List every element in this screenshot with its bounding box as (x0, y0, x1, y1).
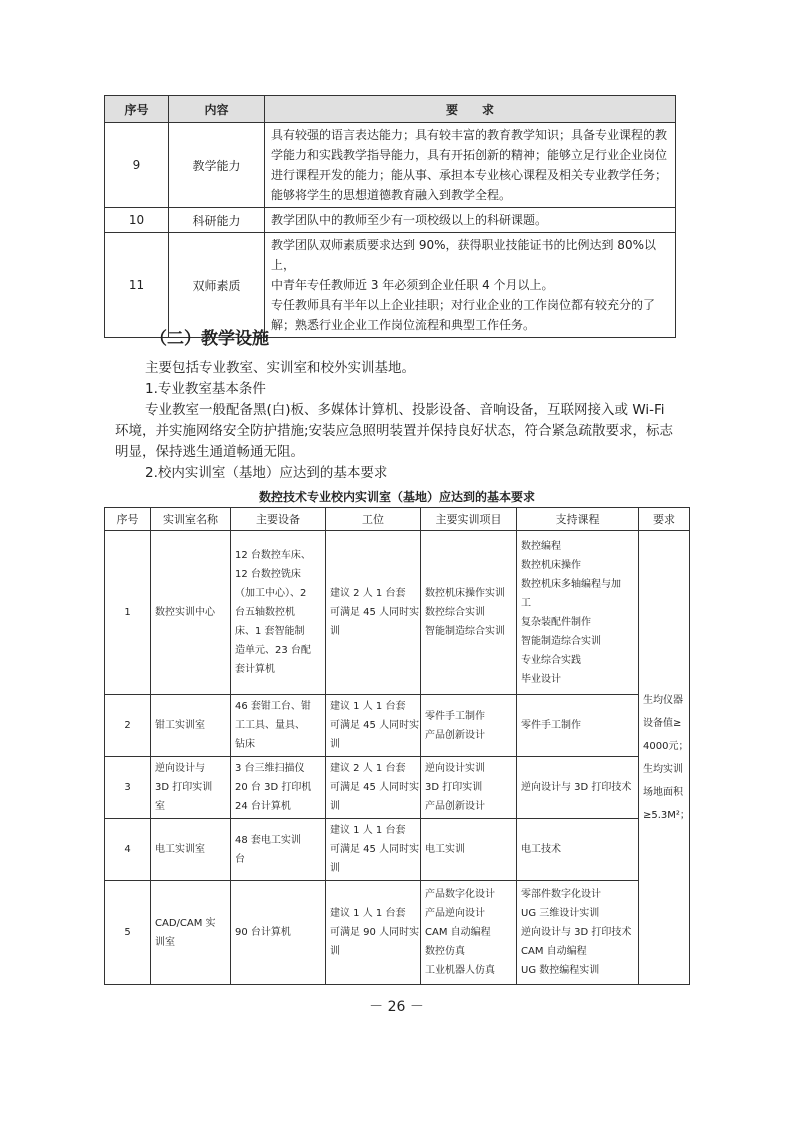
room-name (151, 531, 231, 695)
table-header-row (105, 96, 676, 123)
station-line: 建议 1 人 1 台套 (330, 908, 406, 919)
project-line: 逆向设计实训 (425, 763, 485, 774)
requirement-line: 生均仪器 (643, 694, 683, 706)
requirement-line: 具有较强的语言表达能力；具有较丰富的教育教学知识；具备专业课程的教 (271, 128, 668, 142)
requirement-line: ≥5.3M²； (643, 809, 690, 821)
table-row (105, 208, 676, 233)
row-item: 科研能力 (169, 208, 265, 233)
equipment (231, 819, 326, 881)
station-line: 可满足 45 人同时实 (330, 720, 420, 731)
requirement-line: 中青年专任教师近 3 年必须到企业任职 4 个月以上。 (271, 278, 554, 292)
project-line: 数控综合实训 (425, 607, 485, 618)
station-line: 建议 2 人 1 台套 (330, 588, 406, 599)
requirement-line: 进行课程开发的能力；能从事、承担本专业核心课程及相关专业教学任务； (271, 168, 668, 182)
project-line: CAM 自动编程 (425, 927, 491, 938)
course-line: 零件手工制作 (521, 720, 581, 731)
station (326, 881, 421, 985)
course-line: 数控机床多轴编程与加 (521, 578, 621, 590)
requirement-line: 生均实训 (643, 763, 683, 775)
course-line: 复杂装配件制作 (521, 616, 591, 628)
row-requirement (265, 208, 676, 233)
training-room-table (104, 507, 690, 985)
equipment-line: 48 套电工实训 (235, 834, 301, 846)
project-line: 产品创新设计 (425, 729, 485, 741)
equipment-line: 20 台 3D 打印机 (235, 782, 312, 793)
row-no: 2 (105, 695, 151, 757)
equipment-line: 3 台三维扫描仪 (235, 763, 305, 774)
station-line: 可满足 45 人同时实 (330, 782, 420, 793)
table-row (105, 819, 690, 881)
equipment-line: 46 套钳工台、钳 (235, 701, 311, 712)
project-line: 零件手工制作 (425, 710, 485, 722)
project-line: 工业机器人仿真 (425, 965, 495, 976)
table-caption: 数控技术专业校内实训室（基地）应达到的基本要求 (258, 490, 535, 504)
body-text (115, 358, 677, 484)
station-line: 训 (330, 801, 340, 812)
course-line: 零部件数字化设计 (521, 889, 601, 900)
project-line: 3D 打印实训 (425, 782, 483, 793)
equipment (231, 695, 326, 757)
course-line: 专业综合实践 (521, 654, 581, 666)
requirement-line: 能够将学生的思想道德教育融入到教学全程。 (271, 188, 512, 202)
table-row (105, 233, 676, 338)
header-no: 序号 (105, 96, 169, 123)
station-line: 建议 2 人 1 台套 (330, 763, 406, 774)
course (517, 757, 639, 819)
course-line: 毕业设计 (521, 673, 561, 685)
row-item: 教学能力 (169, 123, 265, 208)
teacher-requirements-table (104, 95, 676, 338)
project (421, 819, 517, 881)
equipment (231, 757, 326, 819)
station-line: 可满足 45 人同时实 (330, 844, 420, 855)
requirement-line: 教学团队双师素质要求达到 90%，获得职业技能证书的比例达到 80%以上， (271, 238, 656, 272)
course (517, 695, 639, 757)
room-name-line: CAD/CAM 实 (155, 917, 216, 929)
room-name-line: 训室 (155, 936, 175, 948)
row-no: 4 (105, 819, 151, 881)
project-line: 产品创新设计 (425, 801, 485, 812)
room-name (151, 881, 231, 985)
equipment-line: 钻床 (235, 739, 255, 750)
project-line: 电工实训 (425, 844, 465, 855)
requirement-line: 场地面积 (643, 786, 683, 798)
header-equipment: 主要设备 (231, 508, 326, 531)
row-no: 11 (105, 233, 169, 338)
room-name (151, 757, 231, 819)
project (421, 531, 517, 695)
room-name (151, 819, 231, 881)
row-no: 3 (105, 757, 151, 819)
course-line: 数控机床操作 (521, 559, 581, 571)
course-line: 电工技术 (521, 844, 561, 855)
row-no: 10 (105, 208, 169, 233)
course-line: 逆向设计与 3D 打印技术 (521, 927, 632, 938)
equipment-line: 工工具、量具、 (235, 720, 305, 731)
room-name (151, 695, 231, 757)
station-line: 建议 1 人 1 台套 (330, 825, 406, 836)
section-title: （二）教学设施 (150, 329, 269, 349)
course-line: 工 (521, 597, 531, 609)
header-station: 工位 (326, 508, 421, 531)
equipment-line: 套计算机 (235, 664, 275, 675)
station-line: 训 (330, 946, 340, 957)
table-header-row (105, 508, 690, 531)
equipment-line: 造单元、23 台配 (235, 645, 311, 656)
station-line: 训 (330, 626, 340, 637)
station-line: 建议 1 人 1 台套 (330, 701, 406, 712)
station-line: 训 (330, 739, 340, 750)
row-no: 1 (105, 531, 151, 695)
header-requirement: 要 求 (265, 96, 676, 123)
requirement-line: 专任教师具有半年以上企业挂职；对行业企业的工作岗位都有较充分的了 (271, 298, 656, 312)
project-line: 产品数字化设计 (425, 889, 495, 900)
paragraph: 2.校内实训室（基地）应达到的基本要求 (145, 465, 388, 481)
equipment-line: 台 (235, 853, 245, 865)
course-line: 逆向设计与 3D 打印技术 (521, 782, 632, 793)
project-line: 智能制造综合实训 (425, 626, 505, 637)
header-requirement: 要求 (639, 508, 690, 531)
equipment (231, 881, 326, 985)
room-name-line: 钳工实训室 (155, 720, 205, 731)
station (326, 695, 421, 757)
equipment (231, 531, 326, 695)
paragraph: 1.专业教室基本条件 (145, 381, 266, 397)
station-line: 可满足 90 人同时实 (330, 927, 420, 938)
course-line: 数控编程 (521, 540, 561, 552)
station (326, 757, 421, 819)
row-item: 双师素质 (169, 233, 265, 338)
requirement-line: 教学团队中的教师至少有一项校级以上的科研课题。 (271, 213, 548, 227)
header-room-name: 实训室名称 (151, 508, 231, 531)
equipment-line: 12 台数控车床、 (235, 550, 311, 561)
header-project: 主要实训项目 (421, 508, 517, 531)
project (421, 695, 517, 757)
course-line: UG 数控编程实训 (521, 965, 600, 976)
requirement-line: 学能力和实践教学指导能力，具有开拓创新的精神；能够立足行业企业岗位 (271, 148, 668, 162)
table-row (105, 881, 690, 985)
row-no: 5 (105, 881, 151, 985)
project-line: 产品逆向设计 (425, 908, 485, 919)
station (326, 819, 421, 881)
paragraph: 主要包括专业教室、实训室和校外实训基地。 (145, 360, 415, 376)
station-line: 训 (330, 863, 340, 874)
room-name-line: 数控实训中心 (155, 607, 215, 618)
project (421, 881, 517, 985)
header-course: 支持课程 (517, 508, 639, 531)
course (517, 881, 639, 985)
row-no: 9 (105, 123, 169, 208)
equipment-line: 台五轴数控机 (235, 607, 295, 618)
page-number: － 26 － (369, 999, 424, 1015)
course (517, 531, 639, 695)
project-line: 数控机床操作实训 (425, 588, 505, 599)
requirement-line: 解；熟悉行业企业工作岗位流程和典型工作任务。 (271, 318, 536, 332)
course-line: CAM 自动编程 (521, 946, 587, 957)
room-name-line: 逆向设计与 (155, 763, 205, 774)
requirement (639, 531, 690, 985)
table-row (105, 531, 690, 695)
row-requirement (265, 233, 676, 338)
table-row (105, 695, 690, 757)
course-line: UG 三维设计实训 (521, 908, 600, 919)
project (421, 757, 517, 819)
table-row (105, 757, 690, 819)
paragraph: 专业教室一般配备黑(白)板、多媒体计算机、投影设备、音响设备，互联网接入或 Wi-Fi 环境，并实施网络安全防护措施;安装应急照明装置并保持良好状态，符合紧急疏散要求，标志明显，保持逃生通道畅通无阻。 (115, 402, 674, 460)
room-name-line: 室 (155, 801, 165, 812)
station-line: 可满足 45 人同时实 (330, 607, 420, 618)
equipment-line: （加工中心）、2 (235, 588, 307, 599)
room-name-line: 3D 打印实训 (155, 782, 213, 793)
requirement-line: 设备值≥ (643, 717, 682, 729)
course (517, 819, 639, 881)
station (326, 531, 421, 695)
row-requirement (265, 123, 676, 208)
header-no: 序号 (105, 508, 151, 531)
equipment-line: 24 台计算机 (235, 801, 291, 812)
equipment-line: 12 台数控铣床 (235, 569, 301, 580)
table-row (105, 123, 676, 208)
requirement-line: 4000元； (643, 740, 689, 752)
equipment-line: 床、1 套智能制 (235, 626, 305, 637)
course-line: 智能制造综合实训 (521, 635, 601, 647)
header-item: 内容 (169, 96, 265, 123)
room-name-line: 电工实训室 (155, 844, 205, 855)
project-line: 数控仿真 (425, 946, 465, 957)
equipment-line: 90 台计算机 (235, 927, 291, 938)
